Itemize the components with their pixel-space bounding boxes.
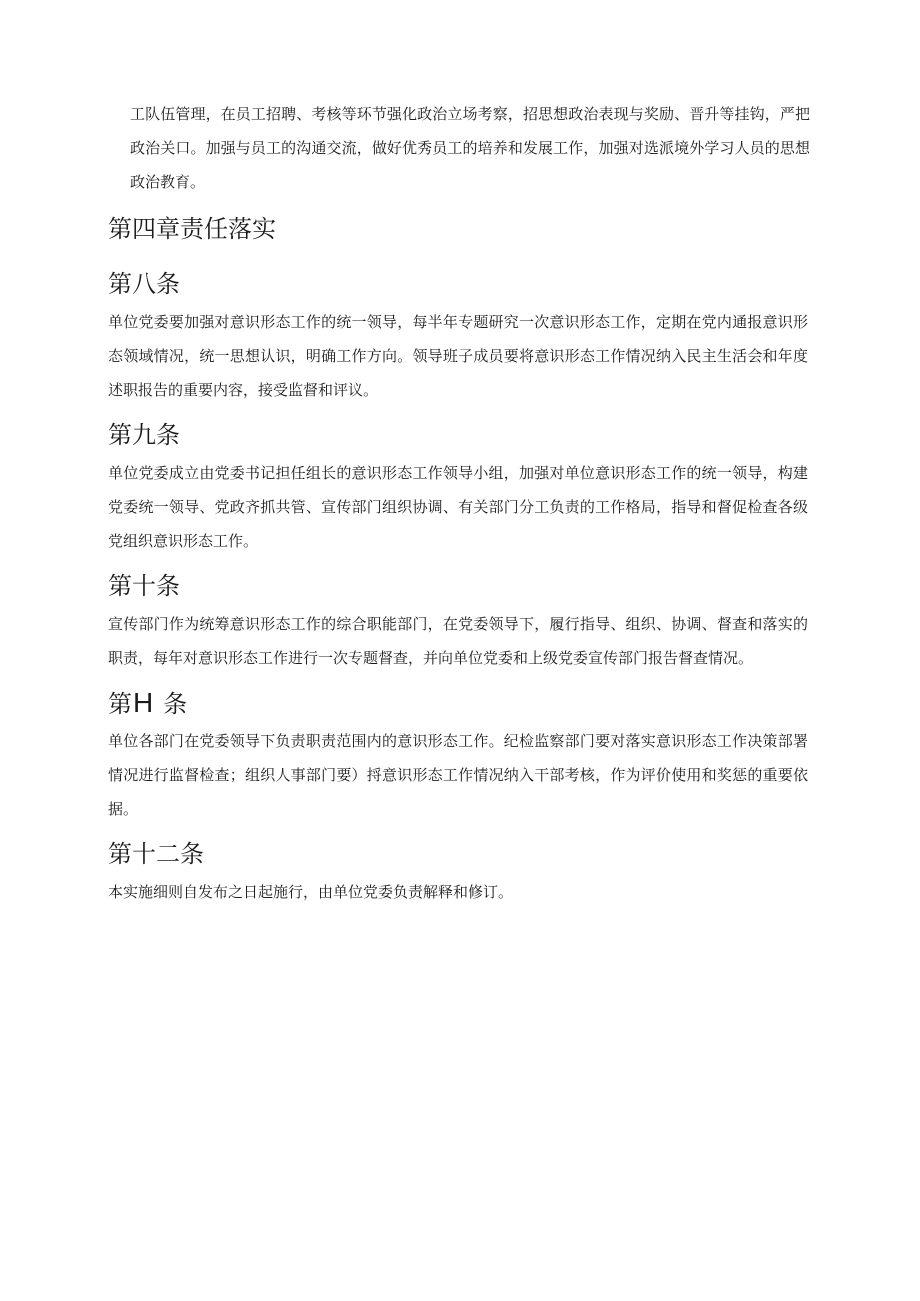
article-8-body: 单位党委要加强对意识形态工作的统一领导，每半年专题研究一次意识形态工作，定期在党内通报意识形态领域情况，统一思想认识，明确工作方向。领导班子成员要将意识形态工作情况纳入民主生活会和年度述职报告的重要内容，接受监督和评议。 bbox=[108, 313, 808, 399]
article-9-title: 第九条 bbox=[108, 421, 180, 449]
article-11-title bbox=[108, 688, 187, 719]
article-8-title: 第八条 bbox=[108, 270, 180, 298]
article-11-body: 单位各部门在党委领导下负责职责范围内的意识形态工作。纪检监察部门要对落实意识形态工作决策部署情况进行监督检查；组织人事部门要）捋意识形态工作情况纳入干部考核，作为评价使用和奖惩的重要依据。 bbox=[108, 732, 808, 818]
article-12-body: 本实施细则自发布之日起施行，由单位党委负责解释和修订。 bbox=[108, 883, 514, 901]
article-9-body: 单位党委成立由党委书记担任组长的意识形态工作领导小组，加强对单位意识形态工作的统一领导，构建党委统一领导、党政齐抓共管、宣传部门组织协调、有关部门分工负责的工作格局，指导和督促检查各级党组织意识形态工作。 bbox=[108, 464, 808, 550]
chapter-title: 第四章责任落实 bbox=[108, 215, 276, 243]
article-12-title: 第十二条 bbox=[108, 840, 204, 868]
article-11-title-suffix: 条 bbox=[163, 690, 188, 718]
article-10-title: 第十条 bbox=[108, 572, 180, 600]
article-11-title-mid: H bbox=[133, 687, 154, 718]
article-11-title-prefix: 第 bbox=[108, 690, 132, 718]
intro-paragraph: 工队伍管理，在员工招聘、考核等环节强化政治立场考察，招思想政治表现与奖励、晋升等挂钩，严把政治关口。加强与员工的沟通交流，做好优秀员工的培养和发展工作，加强对选派境外学习人员的思想政治教育。 bbox=[130, 105, 810, 191]
article-10-body: 宣传部门作为统筹意识形态工作的综合职能部门，在党委领导下，履行指导、组织、协调、督查和落实的职责，每年对意识形态工作进行一次专题督查，并向单位党委和上级党委宣传部门报告督查情况。 bbox=[108, 615, 808, 667]
